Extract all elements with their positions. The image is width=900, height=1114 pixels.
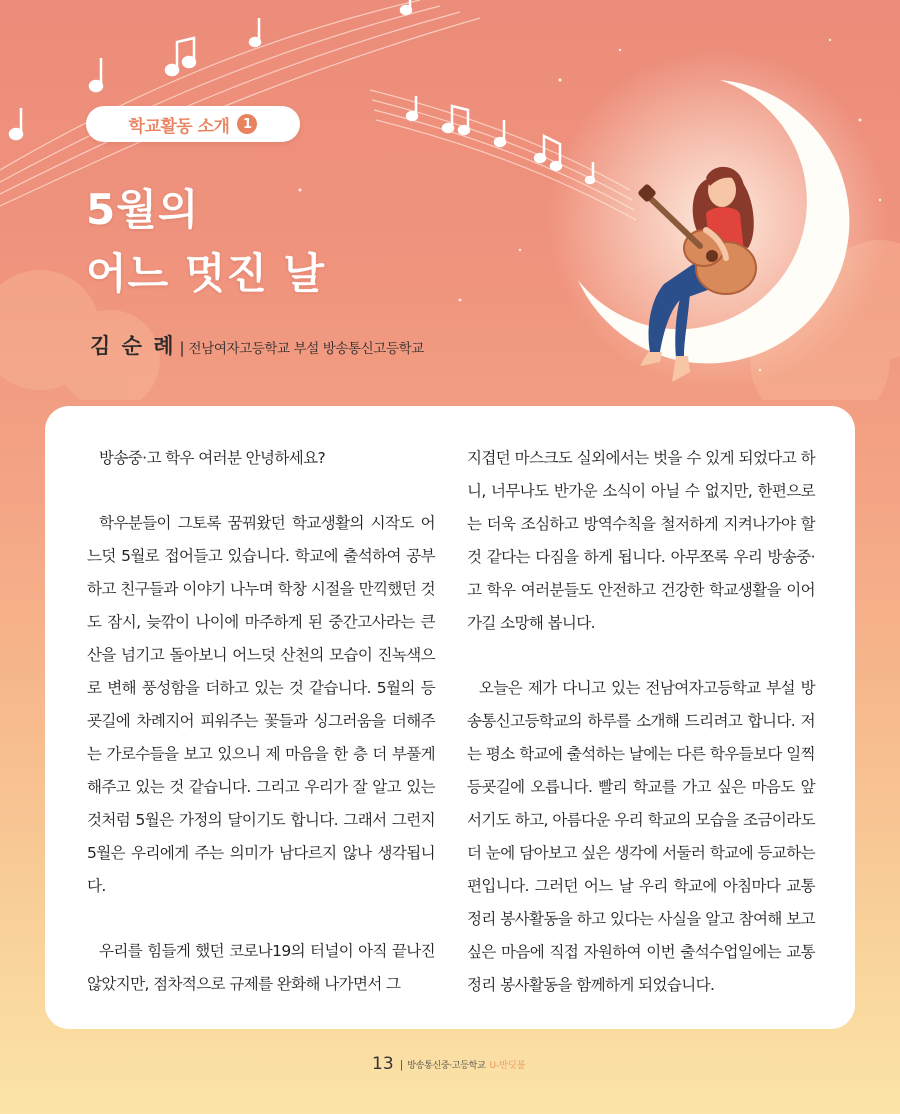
footer-magazine: U-반딧불 xyxy=(489,1060,526,1071)
article-column-left xyxy=(87,442,435,1033)
footer-publication: 방송통신중·고등학교 xyxy=(407,1060,486,1071)
section-tag-label: 학교활동 소개 xyxy=(128,116,230,137)
article-title xyxy=(86,178,325,306)
page-number: 13 xyxy=(372,1054,394,1074)
paragraph: 우리를 힘들게 했던 코로나19의 터널이 아직 끝나진 않았지만, 점차적으로 규제를 완화해 나가면서 그 xyxy=(87,942,435,993)
title-line-2: 어느 멋진 날 xyxy=(86,249,326,298)
paragraph: 지겹던 마스크도 실외에서는 벗을 수 있게 되었다고 하니, 너무나도 반가운 소식이 아닐 수 없지만, 한편으로는 더욱 조심하고 방역수칙을 철저하게 지켜나가야 할 것 같다는 다짐을 하게 됩니다. 아무쪼록 우리 방송중·고 학우 여러분들도 안전하고 건강한 학교생활을 이어가길 소망해 봅니다. xyxy=(467,449,815,632)
section-tag xyxy=(86,106,300,142)
paragraph: 방송중·고 학우 여러분 안녕하세요? xyxy=(99,449,326,467)
section-number-badge: 1 xyxy=(237,114,257,134)
author-separator: | xyxy=(179,339,185,357)
paragraph: 오늘은 제가 다니고 있는 전남여자고등학교 부설 방송통신고등학교의 하루를 소개해 드리려고 합니다. 저는 평소 학교에 출석하는 날에는 다른 학우들보다 일찍 등굣길에 오릅니다. 빨리 학교를 가고 싶은 마음도 앞서기도 하고, 아름다운 우리 학교의 모습을 조금이라도 더 눈에 담아보고 싶은 생각에 서둘러 학교에 등교하는 편입니다. 그러던 어느 날 우리 학교에 아침마다 교통정리 봉사활동을 하고 있다는 사실을 알고 참여해 보고 싶은 마음에 직접 자원하여 이번 출석수업일에는 교통정리 봉사활동을 함께하게 되었습니다. xyxy=(467,679,815,994)
author-affiliation: 전남여자고등학교 부설 방송통신고등학교 xyxy=(188,341,424,357)
article-column-right xyxy=(467,442,815,1034)
paragraph: 학우분들이 그토록 꿈꿔왔던 학교생활의 시작도 어느덧 5월로 접어들고 있습니다. 학교에 출석하여 공부하고 친구들과 이야기 나누며 학창 시절을 만끽했던 것도 잠시, 늦깎이 나이에 마주하게 된 중간고사라는 큰 산을 넘기고 돌아보니 어느덧 산천의 모습이 진녹색으로 변해 풍성함을 더하고 있는 것 같습니다. 5월의 등굣길에 차례지어 피워주는 꽃들과 싱그러움을 더해주는 가로수들을 보고 있으니 제 마음을 한 층 더 부풀게 해주고 있는 것 같습니다. 그리고 우리가 잘 알고 있는 것처럼 5월은 가정의 달이기도 합니다. 그래서 그런지 5월은 우리에게 주는 의미가 남다르지 않나 생각됩니다. xyxy=(87,514,435,895)
title-line-1: 5월의 xyxy=(86,185,200,234)
footer-separator: | xyxy=(399,1057,404,1071)
music-notes-icon xyxy=(10,0,594,183)
article-card xyxy=(45,406,855,1029)
author-byline xyxy=(90,330,424,360)
page-footer xyxy=(372,1054,525,1074)
author-name: 김 순 례 xyxy=(90,334,176,358)
